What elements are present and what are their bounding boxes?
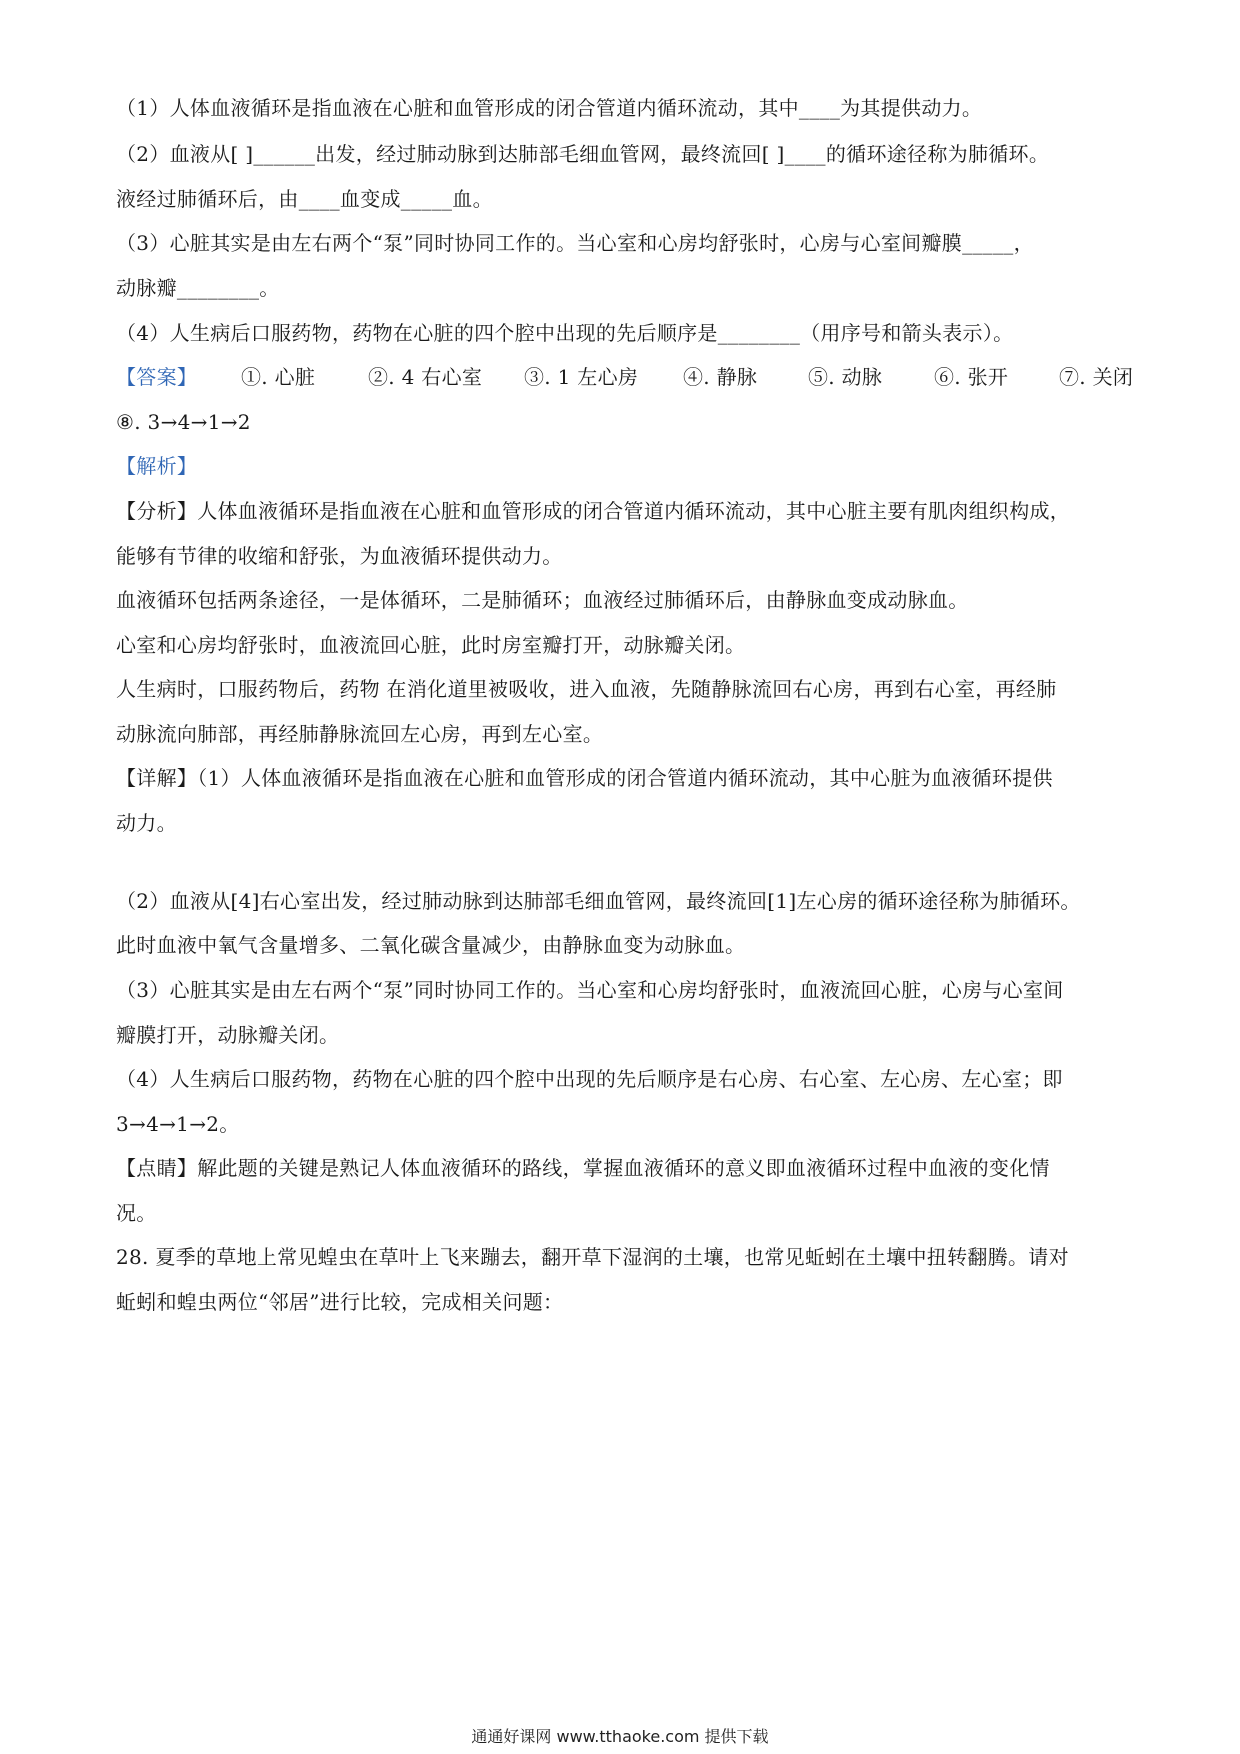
answer-item-1: ①. 心脏: [241, 365, 316, 389]
q27-part3-line2: 动脉瓣________。: [116, 276, 280, 300]
analysis-line-4: 心室和心房均舒张时，血液流回心脏，此时房室瓣打开，动脉瓣关闭。: [116, 633, 746, 657]
answer-item-4: ④. 静脉: [683, 365, 758, 389]
analysis-line-3: 血液循环包括两条途径，一是体循环，二是肺循环；血液经过肺循环后，由静脉血变成动脉血。: [116, 588, 969, 612]
analysis-line-5: 人生病时，口服药物后，药物 在消化道里被吸收，进入血液，先随静脉流回右心房，再到右心室，再经肺: [116, 677, 1057, 701]
detail-line-7: （4）人生病后口服药物，药物在心脏的四个腔中出现的先后顺序是右心房、右心室、左心房、左心室；即: [116, 1067, 1063, 1091]
detail-line-8: 3→4→1→2。: [116, 1112, 240, 1136]
q27-part4: （4）人生病后口服药物，药物在心脏的四个腔中出现的先后顺序是________（用序号和箭头表示）。: [116, 321, 1014, 345]
analysis-line-6: 动脉流向肺部，再经肺静脉流回左心房，再到左心室。: [116, 722, 604, 746]
detail-line-2: 动力。: [116, 811, 177, 835]
q27-part1: （1）人体血液循环是指血液在心脏和血管形成的闭合管道内循环流动，其中____为其提供动力。: [116, 96, 983, 120]
keypoint-line-2: 况。: [116, 1201, 157, 1225]
analysis-line-2: 能够有节律的收缩和舒张，为血液循环提供动力。: [116, 544, 563, 568]
analysis-label: 【解析】: [116, 454, 198, 478]
answer-item-2: ②. 4 右心室: [368, 365, 483, 389]
q27-part2-line1: （2）血液从[ ]______出发，经过肺动脉到达肺部毛细血管网，最终流回[ ]____的循环途径称为肺循环。: [116, 142, 1050, 166]
q27-part3-line1: （3）心脏其实是由左右两个“泵”同时协同工作的。当心室和心房均舒张时，心房与心室间瓣膜_____，: [116, 231, 1034, 255]
q27-part2-line2: 液经过肺循环后，由____血变成_____血。: [116, 187, 493, 211]
detail-line-1: 【详解】（1）人体血液循环是指血液在心脏和血管形成的闭合管道内循环流动，其中心脏为血液循环提供: [116, 766, 1053, 790]
answer-label: 【答案】: [116, 365, 198, 389]
analysis-line-1: 【分析】人体血液循环是指血液在心脏和血管形成的闭合管道内循环流动，其中心脏主要有肌肉组织构成，: [116, 499, 1071, 523]
keypoint-line-1: 【点睛】解此题的关键是熟记人体血液循环的路线，掌握血液循环的意义即血液循环过程中血液的变化情: [116, 1156, 1050, 1180]
detail-line-6: 瓣膜打开，动脉瓣关闭。: [116, 1023, 340, 1047]
answer-item-8: ⑧. 3→4→1→2: [116, 410, 251, 434]
answer-item-3: ③. 1 左心房: [524, 365, 639, 389]
answer-item-5: ⑤. 动脉: [808, 365, 883, 389]
q28-line-1: 28. 夏季的草地上常见蝗虫在草叶上飞来蹦去，翻开草下湿润的土壤，也常见蚯蚓在土壤中扭转翻腾。请对: [116, 1245, 1069, 1269]
detail-line-3: （2）血液从[4]右心室出发，经过肺动脉到达肺部毛细血管网，最终流回[1]左心房的循环途径称为肺循环。: [116, 889, 1081, 913]
answer-item-6: ⑥. 张开: [934, 365, 1009, 389]
detail-line-5: （3）心脏其实是由左右两个“泵”同时协同工作的。当心室和心房均舒张时，血液流回心脏，心房与心室间: [116, 978, 1064, 1002]
q28-line-2: 蚯蚓和蝗虫两位“邻居”进行比较，完成相关问题：: [116, 1290, 564, 1314]
answer-item-7: ⑦. 关闭: [1059, 365, 1134, 389]
page-footer: 通通好课网 www.tthaoke.com 提供下载: [471, 1727, 769, 1746]
detail-line-4: 此时血液中氧气含量增多、二氧化碳含量减少，由静脉血变为动脉血。: [116, 933, 746, 957]
